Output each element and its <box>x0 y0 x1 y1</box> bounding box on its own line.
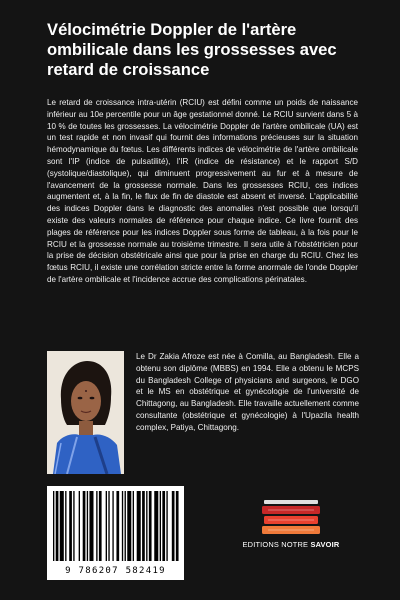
barcode-bar <box>154 491 158 561</box>
barcode-bar <box>137 491 141 561</box>
barcode-bar <box>89 491 93 561</box>
barcode-bar <box>133 491 134 561</box>
publisher-name <box>232 540 350 549</box>
barcode <box>47 486 184 580</box>
author-photo <box>47 351 124 474</box>
barcode-bar <box>149 491 152 561</box>
barcode-bar <box>60 491 64 561</box>
barcode-bar <box>125 491 126 561</box>
barcode-bar <box>176 491 179 561</box>
barcode-bar <box>160 491 161 561</box>
barcode-bar <box>69 491 72 561</box>
author-bio: Le Dr Zakia Afroze est née à Comilla, au Bangladesh. Elle a obtenu son diplôme (MBBS) en 1994. Elle a obtenu le MCPS du Bangladesh College of physicians and surgeons, le DGO et le MS en obstétrique et gynécologie de l'université de Chittagong, au Bangladesh. Elle travaille actuellement comme consultante (obstétrique et gynécologie) à l'Upazila health complex, Patiya, Chittagong. <box>136 352 359 432</box>
barcode-bar <box>65 491 66 561</box>
barcode-bar <box>83 491 86 561</box>
barcode-bar <box>127 491 131 561</box>
barcode-bar <box>56 491 59 561</box>
barcode-bar <box>122 491 123 561</box>
barcode-bar <box>146 491 147 561</box>
author-portrait-icon <box>47 351 124 474</box>
barcode-bar <box>172 491 175 561</box>
barcode-bar <box>53 491 54 561</box>
publisher-name-suffix: SAVOIR <box>310 540 340 549</box>
barcode-bar <box>108 491 109 561</box>
barcode-bar <box>87 491 88 561</box>
barcode-bar <box>106 491 107 561</box>
barcode-bar <box>116 491 119 561</box>
barcode-bar <box>112 491 113 561</box>
book-stack-logo-icon <box>262 500 320 536</box>
barcode-bars <box>51 491 180 561</box>
barcode-bar <box>166 491 167 561</box>
barcode-bar <box>99 491 102 561</box>
publisher-block <box>232 486 350 580</box>
barcode-bar <box>79 491 80 561</box>
book-title: Vélocimétrie Doppler de l'artère ombilicale dans les grossesses avec retard de croissance <box>47 20 337 79</box>
barcode-bar <box>162 491 165 561</box>
book-summary: Le retard de croissance intra-utérin (RCIU) est défini comme un poids de naissance inférieur au 10e percentile pour un âge gestationnel donné. Le RCIU survient dans 5 à 10 % de toutes les grossesses. La vélocimétrie Doppler de l'artère ombilicale (UA) est un test rapide et non invasif qui fournit des informations précieuses sur la situation hémodynamique du fœtus. Les différents indices de vélocimétrie de l'artère ombilicale sont l'IP (indice de pulsatilité), l'IR (indice de résistance) et le rapport S/D (systolique/diastolique), qui diminuent progressivement au fur et à mesure de l'avancement de la grossesse normale. Dans les grossesses RCIU, ces indices augmentent et, à la fin, le flux de fin de diastole est absent et inversé. L'applicabilité des indices Doppler dans le diagnostic des anomalies n'est possible que lorsqu'il existe des valeurs normales de référence pour chaque indice. Ce livre fournit des plages de référence pour les indices Doppler sous forme de tableau, à la fois pour le RCIU et la grossesse normale au troisième trimestre. Il sera utile à l'obstétricien pour la prise de décision obstétricale ainsi que pour la prise en charge du RCIU. Chez les fœtus RCIU, il existe une corrélation stricte entre la forme anormale de l'onde Doppler de l'artère ombilicale et l'incidence accrue des complications périnatales. <box>47 98 358 284</box>
barcode-bar <box>73 491 74 561</box>
barcode-bar <box>96 491 97 561</box>
isbn-number: 9 786207 582419 <box>65 566 166 576</box>
barcode-bar <box>142 491 145 561</box>
publisher-name-prefix: EDITIONS NOTRE <box>242 540 311 549</box>
